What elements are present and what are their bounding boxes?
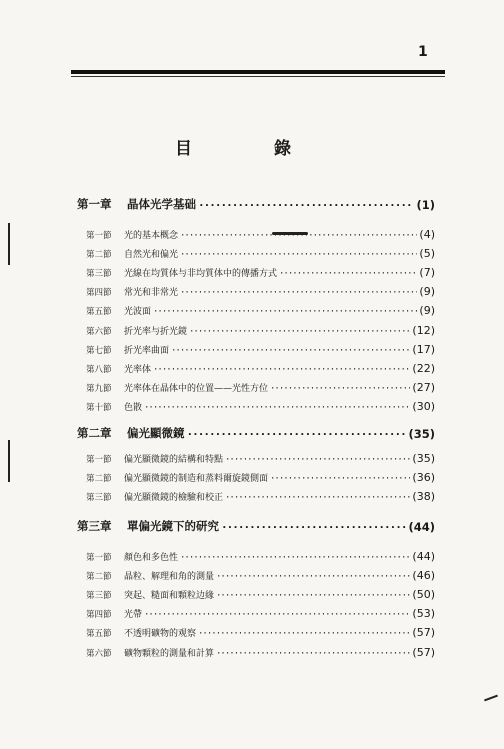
dot-leader — [225, 455, 410, 465]
section-row — [86, 381, 435, 394]
section-row — [86, 285, 435, 298]
section-row — [86, 588, 435, 601]
section-title: 折光率与折光鏡 — [124, 326, 188, 337]
section-number: 第六節 — [86, 326, 112, 337]
section-page: (17) — [412, 342, 435, 356]
chapter-title: 單偏光鏡下的研究 — [127, 519, 219, 533]
section-page: (12) — [412, 323, 435, 337]
dot-leader — [153, 365, 410, 375]
section-page: (4) — [419, 228, 435, 241]
section-row — [86, 362, 435, 375]
section-number: 第六節 — [86, 648, 112, 659]
section-title: 常光和非常光 — [124, 288, 179, 299]
section-title: 光率体在晶体中的位置——光性方位 — [124, 383, 269, 394]
section-page: (7) — [419, 266, 435, 280]
section-row — [86, 266, 435, 279]
section-number: 第九節 — [86, 383, 112, 394]
section-row — [86, 490, 435, 503]
dot-leader — [144, 403, 410, 413]
chapter-row — [77, 196, 435, 212]
section-title: 晶粒、解理和角的測量 — [124, 572, 215, 583]
section-page: (53) — [412, 607, 435, 621]
section-title: 不透明礦物的观察 — [124, 629, 197, 640]
dot-leader — [221, 521, 406, 534]
section-number: 第十節 — [86, 402, 112, 413]
section-row — [86, 550, 435, 563]
section-row — [86, 569, 435, 582]
section-number: 第四節 — [86, 610, 112, 621]
section-row — [86, 626, 435, 639]
section-page: (9) — [419, 285, 435, 299]
section-title: 礦物顆粒的測量和計算 — [124, 648, 215, 659]
chapter-row — [77, 518, 435, 534]
section-page: (44) — [412, 550, 435, 563]
chapter-number: 第一章 — [77, 197, 112, 211]
chapter-page: (44) — [408, 520, 435, 534]
section-page: (38) — [412, 490, 435, 504]
dot-leader — [180, 553, 410, 563]
toc-heading: 目 錄 — [175, 139, 329, 159]
dot-leader — [279, 269, 417, 279]
dot-leader — [216, 649, 410, 659]
section-row — [86, 304, 435, 317]
section-page: (36) — [412, 471, 435, 485]
section-number: 第二節 — [86, 250, 112, 261]
section-title: 偏光顯微鏡的結構和特點 — [124, 455, 224, 465]
dot-leader — [187, 428, 407, 441]
section-title: 光線在均質体与非均質体中的傳播方式 — [124, 269, 278, 280]
section-row — [86, 452, 435, 465]
section-row — [86, 247, 435, 260]
section-row — [86, 646, 435, 659]
chapter-number: 第二章 — [77, 426, 112, 440]
dot-leader — [198, 199, 414, 212]
chapter-title: 晶体光学基础 — [127, 197, 196, 211]
section-page: (57) — [412, 645, 435, 659]
section-page: (46) — [412, 569, 435, 583]
chapter-number: 第三章 — [77, 519, 112, 533]
dot-leader — [198, 629, 410, 639]
section-number: 第四節 — [86, 288, 112, 299]
chapter-title: 偏光顯微鏡 — [127, 426, 185, 440]
section-title: 光的基本概念 — [124, 231, 179, 241]
dot-leader — [270, 474, 410, 484]
section-row — [86, 400, 435, 413]
section-page: (57) — [412, 626, 435, 640]
section-number: 第五節 — [86, 307, 112, 318]
dot-leader — [180, 250, 417, 260]
section-number: 第一節 — [86, 455, 112, 465]
section-row — [86, 343, 435, 356]
section-title: 突起、糙面和顆粒边緣 — [124, 591, 215, 602]
dot-leader — [216, 591, 410, 601]
section-number: 第八節 — [86, 364, 112, 375]
section-number: 第一節 — [86, 231, 112, 241]
section-number: 第三節 — [86, 269, 112, 280]
dot-leader — [180, 231, 417, 241]
section-title: 顏色和多色性 — [124, 553, 179, 563]
dot-leader — [225, 493, 410, 503]
section-title: 光率体 — [124, 364, 152, 375]
section-page: (50) — [412, 588, 435, 602]
dot-leader — [153, 307, 417, 317]
section-page: (9) — [419, 304, 435, 318]
chapter-page: (1) — [416, 198, 435, 212]
chapter-page: (35) — [408, 427, 435, 441]
section-title: 偏光顯微鏡的檢驗和校正 — [124, 493, 224, 504]
section-title: 折光率曲面 — [124, 345, 170, 356]
section-number: 第二節 — [86, 474, 112, 485]
section-number: 第三節 — [86, 591, 112, 602]
section-number: 第一節 — [86, 553, 112, 563]
section-number: 第二節 — [86, 572, 112, 583]
section-row — [86, 228, 435, 241]
section-title: 色散 — [124, 402, 143, 413]
section-page: (27) — [412, 380, 435, 394]
section-number: 第三節 — [86, 493, 112, 504]
dot-leader — [171, 346, 410, 356]
section-title: 自然光和偏光 — [124, 250, 179, 261]
section-page: (22) — [412, 361, 435, 375]
section-row — [86, 324, 435, 337]
section-number: 第五節 — [86, 629, 112, 640]
chapter-row — [77, 425, 435, 441]
section-row — [86, 607, 435, 620]
section-title: 光帶 — [124, 610, 143, 621]
section-page: (5) — [419, 247, 435, 261]
section-number: 第七節 — [86, 345, 112, 356]
section-row — [86, 471, 435, 484]
dot-leader — [270, 384, 410, 394]
section-title: 光波面 — [124, 307, 152, 318]
dot-leader — [216, 572, 410, 582]
dot-leader — [144, 610, 410, 620]
section-title: 偏光顯微鏡的制造和蒸料爾旋鏡側面 — [124, 474, 269, 485]
dot-leader — [189, 327, 410, 337]
section-page: (35) — [412, 452, 435, 465]
dot-leader — [180, 288, 417, 298]
page-number: 1 — [418, 44, 428, 60]
section-page: (30) — [412, 399, 435, 413]
